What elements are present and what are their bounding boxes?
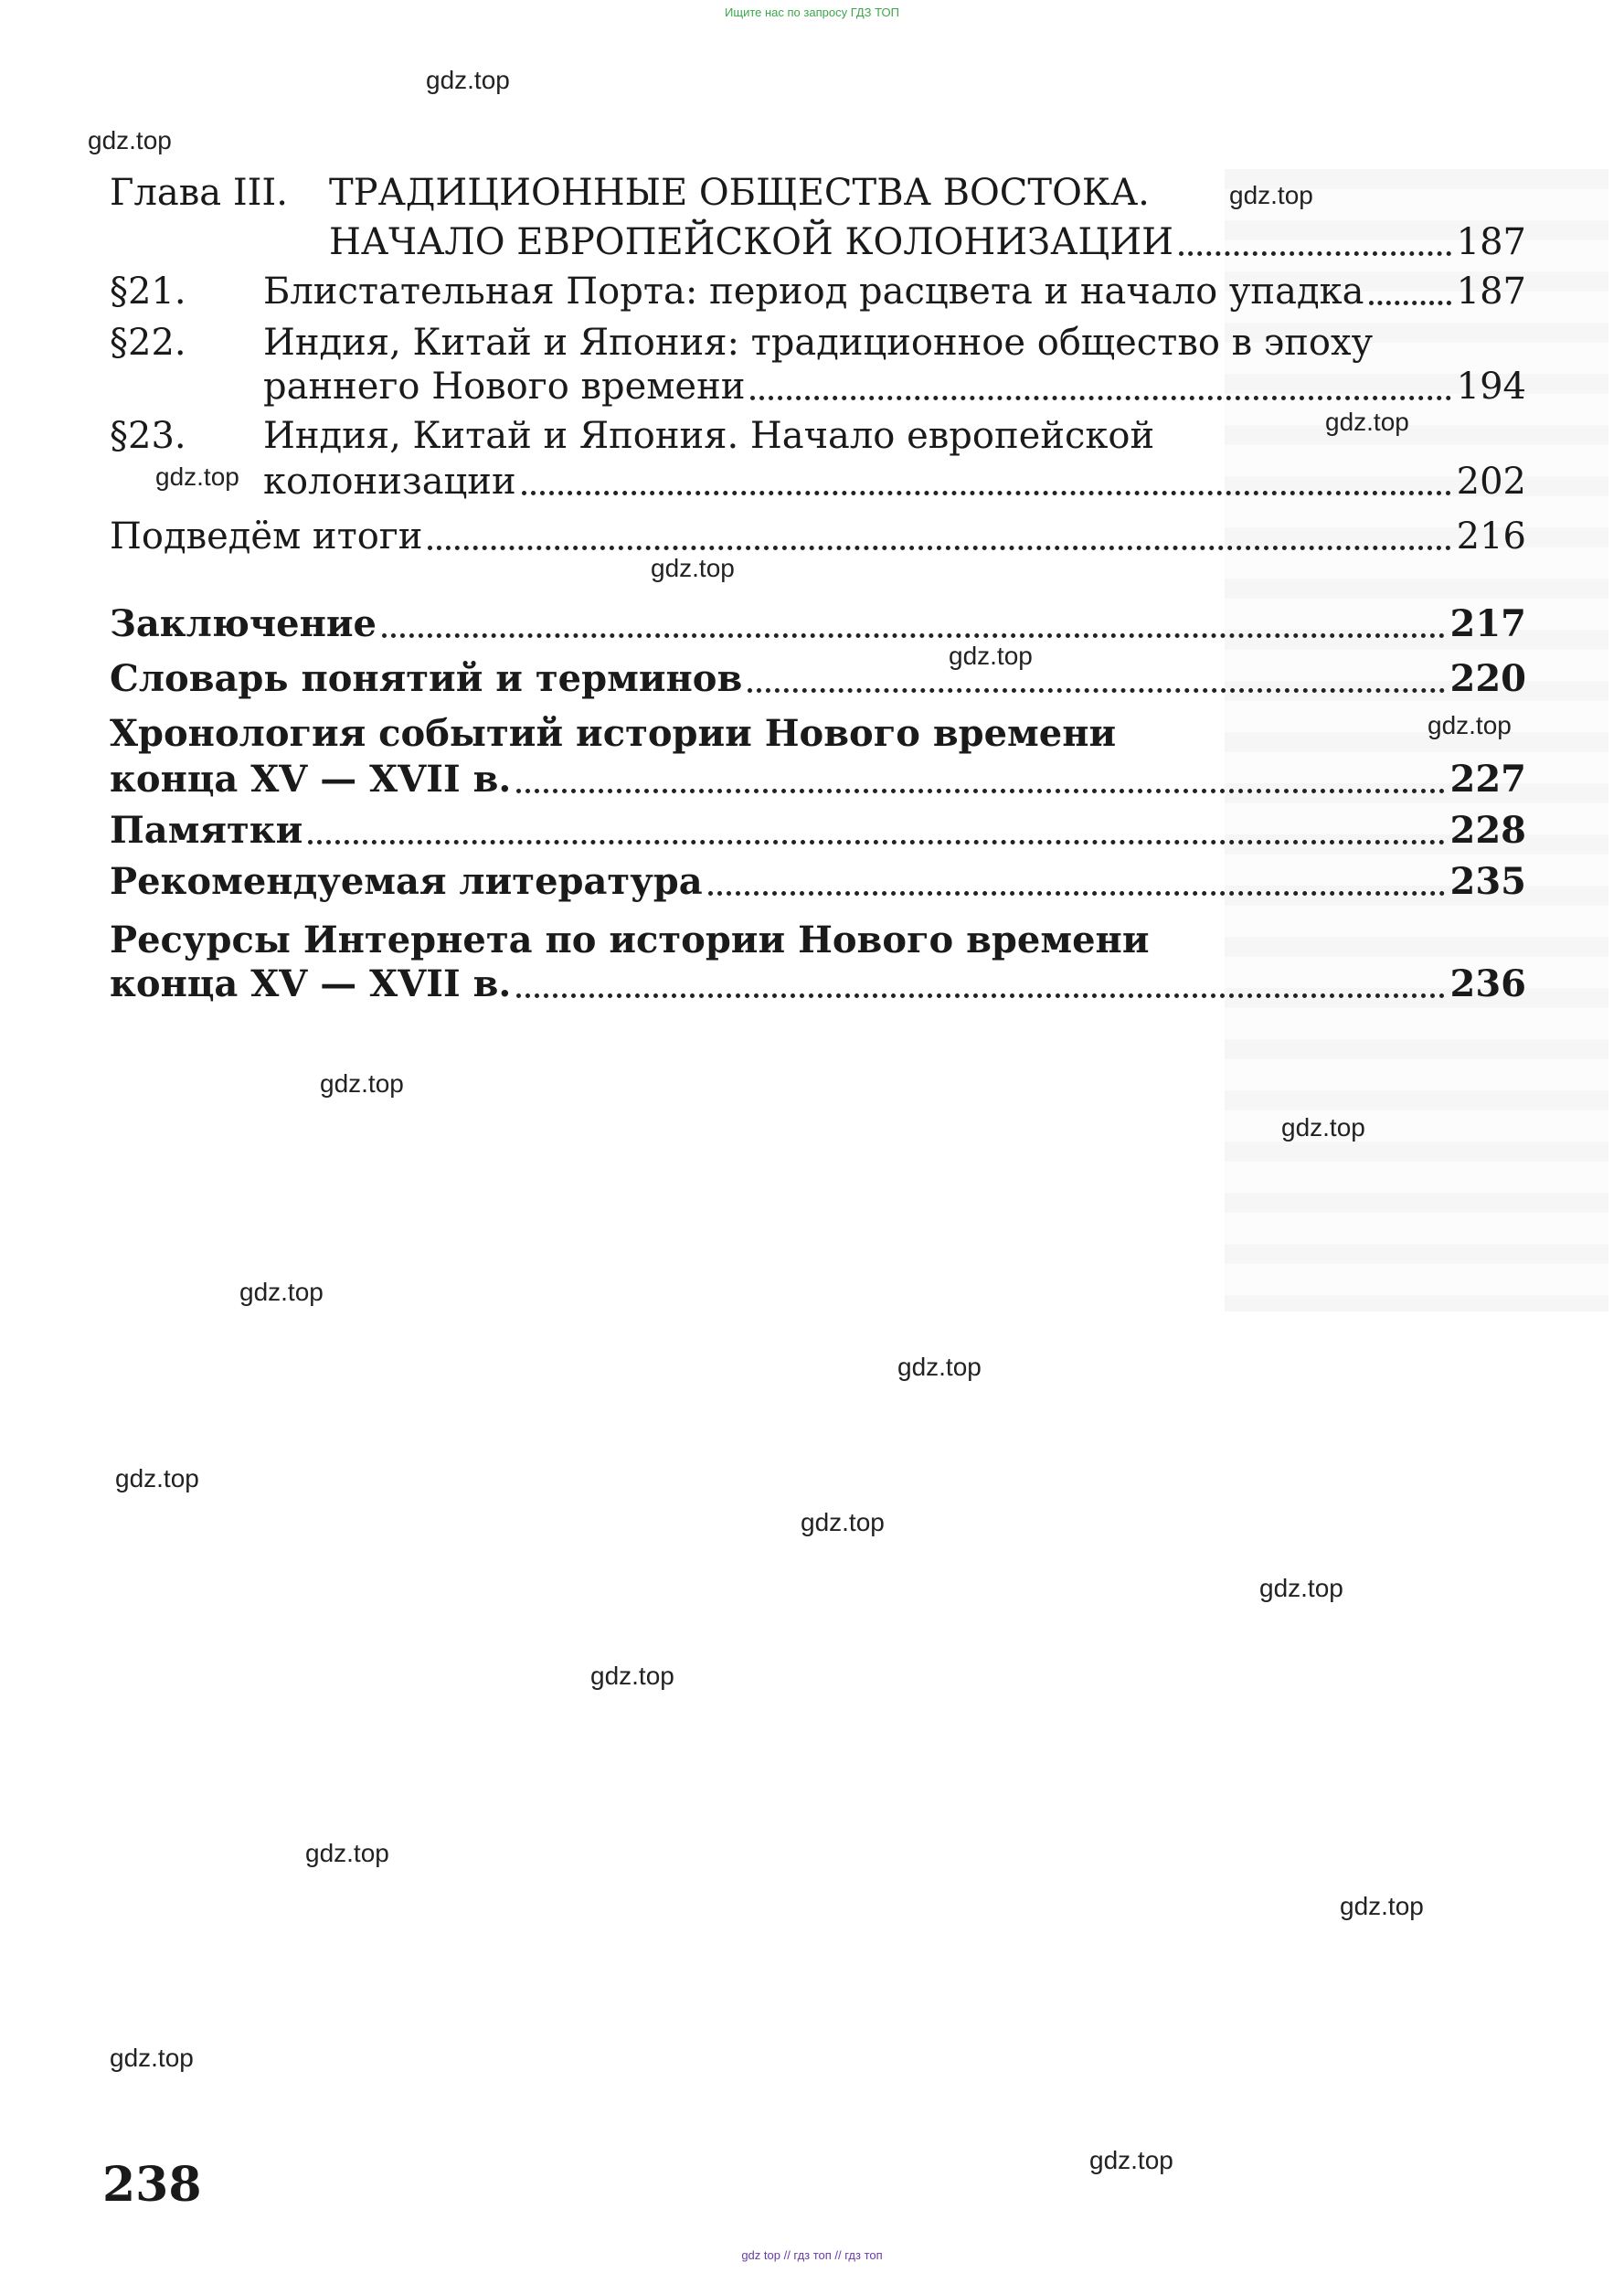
watermark: gdz.top bbox=[897, 1353, 982, 1381]
toc-chapter3-line2 bbox=[110, 218, 1526, 266]
toc-memos bbox=[110, 807, 1526, 855]
entry-title-line2: конца XV — XVII в. bbox=[110, 758, 512, 801]
dot-leader bbox=[750, 396, 1450, 400]
entry-title: Подведём итоги bbox=[110, 515, 423, 558]
chapter-title-line1: ТРАДИЦИОННЫЕ ОБЩЕСТВА ВОСТОКА. bbox=[329, 172, 1150, 214]
section-title: Блистательная Порта: период расцвета и начало упадка bbox=[263, 271, 1364, 313]
toc-section-22-line2 bbox=[110, 363, 1526, 410]
toc-internet-line2 bbox=[110, 961, 1526, 1008]
toc-internet-line1 bbox=[110, 917, 1526, 964]
watermark: gdz.top bbox=[949, 642, 1033, 670]
watermark: gdz.top bbox=[1340, 1892, 1424, 1920]
dot-leader bbox=[428, 546, 1450, 550]
entry-title-line1: Хронология событий истории Нового времени bbox=[110, 712, 1117, 755]
watermark: gdz.top bbox=[155, 462, 239, 491]
watermark: gdz.top bbox=[1089, 2146, 1173, 2174]
page-number: 238 bbox=[102, 2157, 202, 2213]
bottom-banner: gdz top // гдз топ // гдз топ bbox=[741, 2248, 883, 2262]
toc-glossary bbox=[110, 655, 1526, 703]
page-ref: 220 bbox=[1449, 657, 1526, 700]
dot-leader bbox=[382, 633, 1445, 638]
entry-title: Словарь понятий и терминов bbox=[110, 657, 743, 700]
toc-chapter3-line1 bbox=[110, 169, 1526, 217]
top-banner: Ищите нас по запросу ГДЗ ТОП bbox=[725, 5, 899, 19]
page-ref: 236 bbox=[1449, 962, 1526, 1005]
watermark: gdz.top bbox=[801, 1508, 885, 1536]
page-ref: 194 bbox=[1456, 366, 1526, 408]
section-number: §21. bbox=[110, 271, 186, 313]
page-ref: 227 bbox=[1449, 758, 1526, 801]
toc-section-23-line1 bbox=[110, 412, 1526, 460]
section-title-line2: раннего Нового времени bbox=[263, 366, 746, 408]
dot-leader bbox=[522, 491, 1451, 495]
watermark: gdz.top bbox=[1229, 181, 1313, 209]
page-ref: 187 bbox=[1456, 221, 1526, 263]
section-title-line1: Индия, Китай и Япония. Начало европейской bbox=[263, 415, 1155, 457]
watermark: gdz.top bbox=[239, 1278, 324, 1306]
entry-title-line2: конца XV — XVII в. bbox=[110, 962, 512, 1005]
page-ref: 202 bbox=[1456, 461, 1526, 503]
page-ref: 217 bbox=[1449, 602, 1526, 645]
watermark: gdz.top bbox=[651, 554, 735, 582]
watermark: gdz.top bbox=[88, 126, 172, 154]
entry-title: Рекомендуемая литература bbox=[110, 860, 703, 903]
section-number: §23. bbox=[110, 415, 186, 457]
page-ref: 235 bbox=[1449, 860, 1526, 903]
toc-section-22-line1 bbox=[110, 319, 1526, 366]
dot-leader bbox=[748, 688, 1444, 693]
dot-leader bbox=[516, 993, 1444, 998]
entry-title: Памятки bbox=[110, 809, 303, 852]
page-ref: 216 bbox=[1456, 515, 1526, 558]
dot-leader bbox=[308, 840, 1444, 844]
watermark: gdz.top bbox=[1325, 408, 1409, 436]
section-title-line2: колонизации bbox=[263, 461, 516, 503]
watermark: gdz.top bbox=[1259, 1574, 1343, 1602]
toc-chronology-line1 bbox=[110, 710, 1526, 758]
toc-summary bbox=[110, 513, 1526, 560]
dot-leader bbox=[516, 789, 1444, 793]
watermark: gdz.top bbox=[115, 1464, 199, 1492]
section-number: §22. bbox=[110, 322, 186, 364]
watermark: gdz.top bbox=[590, 1662, 674, 1690]
watermark: gdz.top bbox=[320, 1069, 404, 1098]
chapter-label: Глава III. bbox=[110, 172, 288, 214]
entry-title: Заключение bbox=[110, 602, 377, 645]
dot-leader bbox=[1369, 301, 1450, 305]
toc-literature bbox=[110, 858, 1526, 906]
watermark: gdz.top bbox=[1428, 711, 1512, 739]
toc-chronology-line2 bbox=[110, 756, 1526, 803]
page-ref: 228 bbox=[1449, 809, 1526, 852]
page-ref: 187 bbox=[1456, 271, 1526, 313]
toc-section-21 bbox=[110, 268, 1526, 315]
watermark: gdz.top bbox=[426, 66, 510, 94]
watermark: gdz.top bbox=[1281, 1113, 1365, 1142]
dot-leader bbox=[708, 891, 1445, 896]
section-title-line1: Индия, Китай и Япония: традиционное общество в эпоху bbox=[263, 322, 1374, 364]
entry-title-line1: Ресурсы Интернета по истории Нового времени bbox=[110, 919, 1150, 961]
dot-leader bbox=[1179, 251, 1451, 256]
chapter-title-line2: НАЧАЛО ЕВРОПЕЙСКОЙ КОЛОНИЗАЦИИ bbox=[329, 221, 1174, 263]
toc-conclusion bbox=[110, 600, 1526, 648]
watermark: gdz.top bbox=[305, 1839, 389, 1867]
watermark: gdz.top bbox=[110, 2044, 194, 2072]
toc-section-23-line2 bbox=[110, 458, 1526, 505]
